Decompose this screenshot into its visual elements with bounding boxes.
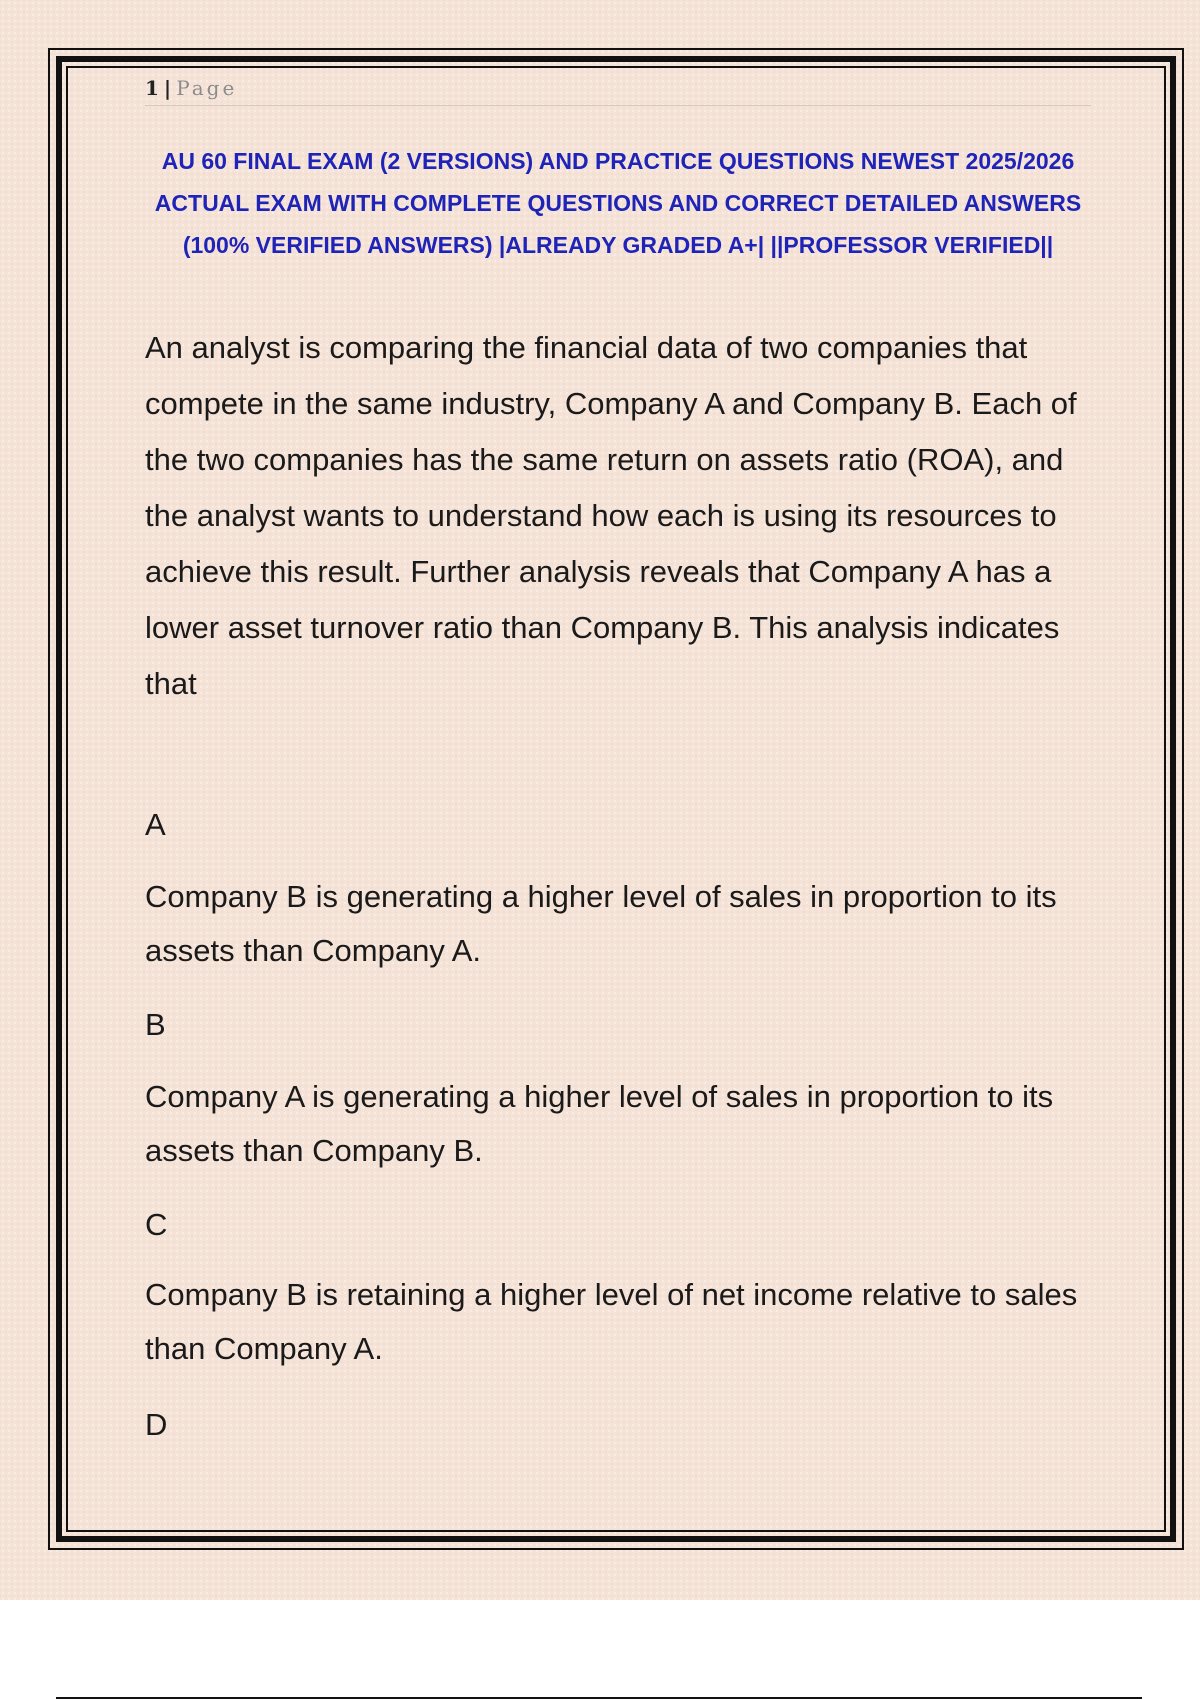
exam-title: AU 60 FINAL EXAM (2 VERSIONS) AND PRACTICE QUESTIONS NEWEST 2025/2026 ACTUAL EXAM WITH COMPLETE QUESTIONS AND CORRECT DETAILED ANSWERS (100% VERIFIED ANSWERS) |ALREADY GRADED A+| ||PROFESSOR VERIFIED||: [154, 148, 1082, 258]
page-header: [145, 74, 1091, 106]
option-c-letter: C: [145, 1207, 168, 1242]
page-header-separator: |: [163, 76, 173, 100]
question-text: An analyst is comparing the financial data of two companies that compete in the same industry, Company A and Company B. Each of the two companies has the same return on assets ratio (ROA), and the analyst wants to understand how each is using its resources to achieve this result. Further analysis reveals that Company A has a lower asset turnover ratio than Company B. This analysis indicates that: [145, 330, 1077, 701]
option-a-text: Company B is generating a higher level of sales in proportion to its assets than Company A.: [145, 879, 1057, 968]
option-a-letter: A: [145, 807, 166, 842]
page-label: Page: [176, 76, 238, 100]
option-b-text: Company A is generating a higher level of sales in proportion to its assets than Company B.: [145, 1079, 1054, 1168]
option-b-letter: B: [145, 1007, 166, 1042]
option-c-text: Company B is retaining a higher level of net income relative to sales than Company A.: [145, 1277, 1078, 1366]
option-d-letter: D: [145, 1407, 168, 1442]
bottom-divider: [56, 1697, 1142, 1699]
page-number: 1: [145, 76, 160, 100]
